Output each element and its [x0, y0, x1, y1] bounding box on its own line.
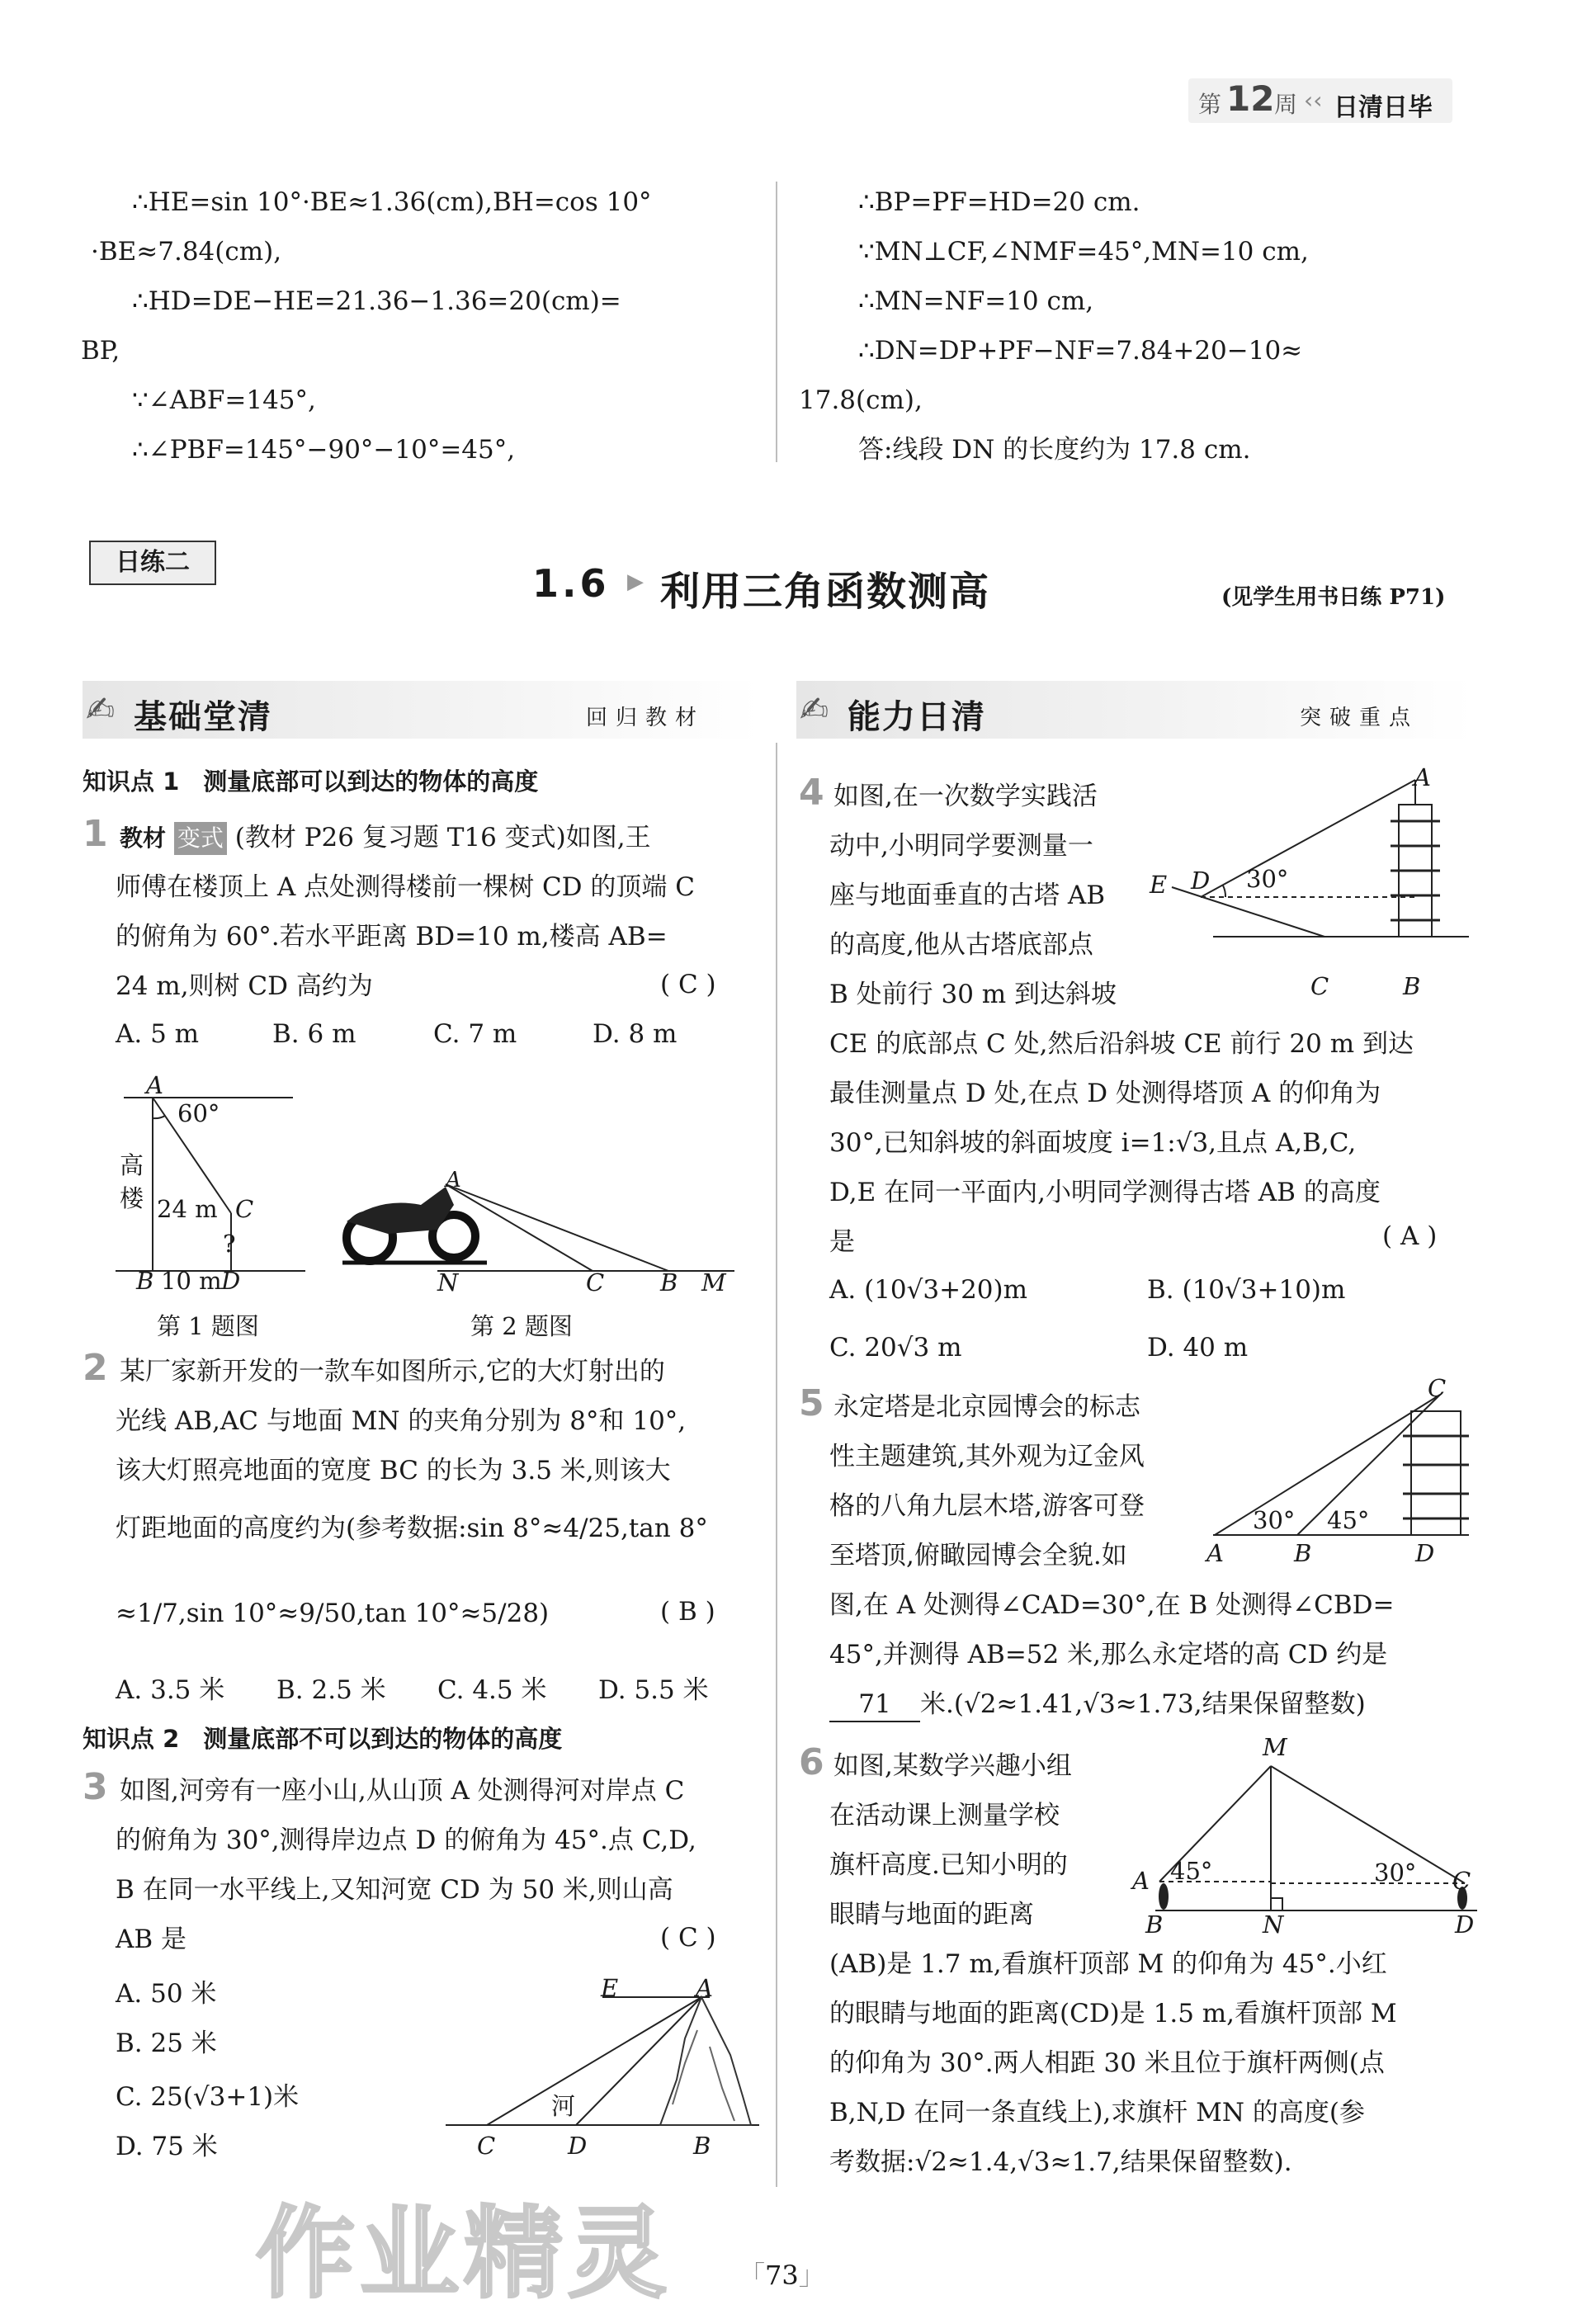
- question-6-line: 如图,某数学兴趣小组: [833, 1751, 1072, 1781]
- solution-line: ∴HD=DE−HE=21.36−1.36=20(cm)=: [132, 286, 621, 316]
- tag-variant: 变式: [174, 822, 227, 855]
- right-section-header: [796, 681, 1473, 739]
- figure-2-caption: 第 2 题图: [470, 1312, 573, 1340]
- solution-line: ∴BP=PF=HD=20 cm.: [858, 187, 1140, 217]
- bracket-left-icon: 「: [739, 2260, 766, 2291]
- option-a: A. (10√3+20)m: [829, 1275, 1028, 1305]
- question-2-line: 光线 AB,AC 与地面 MN 的夹角分别为 8°和 10°,: [116, 1406, 687, 1436]
- solution-line: ∵MN⊥CF,∠NMF=45°,MN=10 cm,: [858, 237, 1309, 267]
- label-B: B: [136, 1267, 154, 1295]
- page-number: [739, 2255, 825, 2293]
- question-4-line: CE 的底部点 C 处,然后沿斜坡 CE 前行 20 m 到达: [829, 1029, 1414, 1059]
- person-A-icon: [1159, 1883, 1169, 1910]
- option-d: D. 40 m: [1147, 1333, 1249, 1363]
- question-2-line: ≈1/7,sin 10°≈9/50,tan 10°≈5/28): [116, 1599, 550, 1628]
- label-building: 楼: [120, 1184, 144, 1212]
- solution-line: 答:线段 DN 的长度约为 17.8 cm.: [858, 435, 1251, 465]
- option-a: A. 50 米: [116, 1979, 217, 2009]
- question-4-line: 是: [829, 1227, 855, 1257]
- label-C: C: [1310, 972, 1329, 1000]
- sight-CM: [1271, 1766, 1465, 1883]
- question-number: 2: [83, 1347, 108, 1389]
- question-3-line: AB 是: [116, 1925, 187, 1954]
- solution-line: ∴HE=sin 10°·BE≈1.36(cm),BH=cos 10°: [132, 187, 652, 217]
- question-4-line: 如图,在一次数学实践活: [833, 782, 1098, 811]
- badge-text: 日清日毕: [1334, 93, 1433, 122]
- answer: ( C ): [660, 970, 716, 999]
- option-a: A. 5 m: [116, 1019, 200, 1049]
- question-6-line: 旗杆高度.已知小明的: [829, 1850, 1068, 1880]
- solution-line: ∵∠ABF=145°,: [132, 385, 316, 415]
- option-c: C. 20√3 m: [829, 1333, 962, 1363]
- option-d: D. 8 m: [593, 1019, 678, 1049]
- label-A: A: [446, 1168, 461, 1193]
- question-4-line: 最佳测量点 D 处,在点 D 处测得塔顶 A 的仰角为: [829, 1079, 1381, 1108]
- week-badge: [1188, 78, 1452, 123]
- slope-CE: [1172, 887, 1324, 937]
- label-river: 河: [551, 2092, 576, 2120]
- question-3-line: 的俯角为 30°,测得岸边点 D 的俯角为 45°.点 C,D,: [116, 1825, 696, 1855]
- mountain-icon: [660, 1997, 751, 2125]
- column-divider: [776, 743, 777, 2187]
- label-E: E: [1150, 871, 1168, 899]
- label-D: D: [1415, 1539, 1435, 1567]
- label-B: B: [660, 1268, 678, 1296]
- label-height: 24 m: [157, 1195, 218, 1223]
- page-number-value: 73: [765, 2260, 799, 2291]
- label-B: B: [1145, 1910, 1164, 1939]
- label-M: M: [701, 1268, 726, 1296]
- label-angle-30: 30°: [1374, 1859, 1417, 1887]
- label-tall: 高: [120, 1151, 144, 1179]
- question-1-line: 24 m,则树 CD 高约为: [116, 971, 373, 1001]
- label-D: D: [221, 1267, 241, 1295]
- label-E: E: [601, 1974, 619, 2002]
- label-angle: 60°: [177, 1099, 220, 1127]
- label-A: A: [1414, 763, 1431, 791]
- option-d: D. 5.5 米: [598, 1675, 709, 1705]
- knowledge-point-1: 知识点 1 测量底部可以到达的物体的高度: [83, 767, 539, 796]
- section-subtitle: 突破重点: [1300, 706, 1419, 730]
- label-C: C: [477, 2132, 496, 2160]
- question-1-line: 的俯角为 60°.若水平距离 BD=10 m,楼高 AB=: [116, 922, 668, 952]
- left-section-header: [83, 681, 759, 739]
- bracket-right-icon: 」: [798, 2260, 825, 2291]
- lesson-ref: (见学生用书日练 P71): [1221, 585, 1446, 610]
- question-number: 4: [799, 772, 824, 814]
- option-b: B. (10√3+10)m: [1147, 1275, 1346, 1305]
- sight-DA: [1201, 780, 1415, 897]
- question-5-line: 格的八角九层木塔,游客可登: [829, 1491, 1145, 1521]
- question-4-line: 动中,小明同学要测量一: [829, 831, 1093, 861]
- watermark: 作业精灵: [256, 2197, 672, 2312]
- question-6-line: 考数据:√2≈1.4,√3≈1.7,结果保留整数).: [829, 2147, 1292, 2177]
- label-C: C: [1452, 1867, 1471, 1895]
- week-suffix: 周: [1274, 91, 1298, 118]
- answer: ( B ): [660, 1597, 715, 1627]
- week-prefix: 第: [1198, 91, 1222, 118]
- week-number: 12: [1226, 78, 1275, 119]
- question-3-line: B 在同一水平线上,又知河宽 CD 为 50 米,则山高: [116, 1875, 673, 1905]
- question-4-line: 的高度,他从古塔底部点: [829, 930, 1093, 960]
- question-2-line: 灯距地面的高度约为(参考数据:sin 8°≈4/25,tan 8°: [116, 1514, 708, 1543]
- question-3-line: 如图,河旁有一座小山,从山顶 A 处测得河对岸点 C: [120, 1776, 685, 1806]
- label-C: C: [1428, 1374, 1447, 1402]
- question-4-line: D,E 在同一平面内,小明同学测得古塔 AB 的高度: [829, 1178, 1381, 1207]
- label-B: B: [693, 2132, 711, 2160]
- label-D: D: [1455, 1910, 1475, 1939]
- pagoda-icon: [1391, 780, 1440, 937]
- label-A: A: [1206, 1539, 1224, 1567]
- solution-line: 17.8(cm),: [799, 385, 923, 415]
- pen-icon: ✍: [86, 689, 116, 730]
- label-B: B: [1294, 1539, 1312, 1567]
- label-A: A: [1132, 1867, 1150, 1895]
- question-5-blank-line: [829, 1688, 1366, 1722]
- question-5-line: 至塔顶,俯瞰园博会全貌.如: [829, 1541, 1127, 1570]
- knowledge-point-2: 知识点 2 测量底部不可以到达的物体的高度: [83, 1725, 563, 1753]
- label-unknown: ?: [223, 1230, 236, 1258]
- question-6-line: 眼睛与地面的距离: [829, 1900, 1034, 1929]
- option-b: B. 6 m: [272, 1019, 357, 1049]
- question-4-line: 30°,已知斜坡的斜面坡度 i=1:√3,且点 A,B,C,: [829, 1128, 1357, 1158]
- question-4-line: B 处前行 30 m 到达斜坡: [829, 980, 1117, 1009]
- label-A: A: [146, 1071, 163, 1099]
- question-6-line: B,N,D 在同一条直线上),求旗杆 MN 的高度(参: [829, 2098, 1365, 2128]
- question-5-line: 永定塔是北京园博会的标志: [833, 1392, 1140, 1422]
- section-title: 能力日清: [848, 698, 986, 736]
- lesson-tag: 日练二: [89, 541, 216, 585]
- answer: ( A ): [1382, 1221, 1438, 1251]
- option-d: D. 75 米: [116, 2132, 218, 2161]
- question-1-line: 师傅在楼顶上 A 点处测得楼前一棵树 CD 的顶端 C: [116, 872, 695, 902]
- label-A: A: [696, 1974, 713, 2002]
- question-2-line: 该大灯照亮地面的宽度 BC 的长为 3.5 米,则该大: [116, 1456, 671, 1485]
- question-6-line: 的眼睛与地面的距离(CD)是 1.5 m,看旗杆顶部 M: [829, 1999, 1397, 2029]
- triangle-right-icon: ▶: [627, 569, 644, 594]
- text: 米.(√2≈1.41,√3≈1.73,结果保留整数): [920, 1689, 1366, 1719]
- lesson-title: 利用三角函数测高: [660, 569, 991, 615]
- figure-6: [1139, 1750, 1485, 1923]
- label-distance: 10 m: [161, 1267, 222, 1295]
- question-2-line: 某厂家新开发的一款车如图所示,它的大灯射出的: [120, 1357, 665, 1386]
- question-number: 3: [83, 1766, 108, 1808]
- option-b: B. 2.5 米: [276, 1675, 386, 1705]
- option-b: B. 25 米: [116, 2029, 217, 2058]
- solution-line: ∴MN=NF=10 cm,: [858, 286, 1094, 316]
- label-C: C: [586, 1268, 605, 1296]
- question-5-line: 45°,并测得 AB=52 米,那么永定塔的高 CD 约是: [829, 1640, 1388, 1670]
- question-number: 6: [799, 1741, 824, 1783]
- label-angle-30: 30°: [1253, 1506, 1296, 1534]
- column-divider: [776, 182, 777, 462]
- label-N: N: [437, 1268, 459, 1296]
- figure-1-caption: 第 1 题图: [157, 1312, 259, 1340]
- option-a: A. 3.5 米: [116, 1675, 225, 1705]
- ray-AB: [446, 1184, 668, 1271]
- label-D: D: [568, 2132, 588, 2160]
- label-C: C: [235, 1195, 254, 1223]
- question-4-line: 座与地面垂直的古塔 AB: [829, 881, 1106, 910]
- answer-blank: 71: [829, 1688, 920, 1722]
- option-c: C. 25(√3+1)米: [116, 2082, 300, 2112]
- label-N: N: [1263, 1910, 1284, 1939]
- solution-line: ·BE≈7.84(cm),: [91, 237, 282, 267]
- label-angle: 30°: [1246, 865, 1289, 893]
- question-6-line: (AB)是 1.7 m,看旗杆顶部 M 的仰角为 45°.小红: [829, 1949, 1387, 1979]
- question-5-line: 图,在 A 处测得∠CAD=30°,在 B 处测得∠CBD=: [829, 1590, 1395, 1620]
- label-D: D: [1191, 867, 1211, 895]
- pen-icon: ✍: [800, 689, 829, 730]
- solution-line: ∴∠PBF=145°−90°−10°=45°,: [132, 435, 516, 465]
- tag-textbook: 教材: [120, 824, 167, 852]
- question-1-line-0: [120, 821, 651, 855]
- option-c: C. 7 m: [433, 1019, 517, 1049]
- question-6-line: 在活动课上测量学校: [829, 1801, 1060, 1830]
- label-angle-45: 45°: [1327, 1506, 1370, 1534]
- answer: ( C ): [660, 1923, 716, 1953]
- label-angle-45: 45°: [1170, 1857, 1213, 1885]
- question-number: 1: [83, 813, 108, 855]
- question-5-line: 性主题建筑,其外观为辽金风: [829, 1442, 1145, 1471]
- section-subtitle: 回归教材: [586, 706, 706, 730]
- label-B: B: [1403, 972, 1421, 1000]
- chevron-left-icon: ‹‹: [1304, 87, 1323, 114]
- solution-line: ∴DN=DP+PF−NF=7.84+20−10≈: [858, 336, 1303, 366]
- option-c: C. 4.5 米: [437, 1675, 547, 1705]
- tower-icon: [1403, 1411, 1469, 1535]
- question-number: 5: [799, 1382, 824, 1424]
- label-M: M: [1263, 1733, 1287, 1761]
- section-title: 基础堂清: [134, 698, 272, 736]
- motorcycle-icon: [342, 1187, 487, 1263]
- lesson-number: 1.6: [532, 561, 610, 606]
- figure-3: [437, 1981, 767, 2146]
- solution-line: BP,: [81, 336, 120, 366]
- ray-AC: [446, 1184, 593, 1271]
- text: (教材 P26 复习题 T16 变式)如图,王: [234, 823, 651, 853]
- question-6-line: 的仰角为 30°.两人相距 30 米且位于旗杆两侧(点: [829, 2048, 1385, 2078]
